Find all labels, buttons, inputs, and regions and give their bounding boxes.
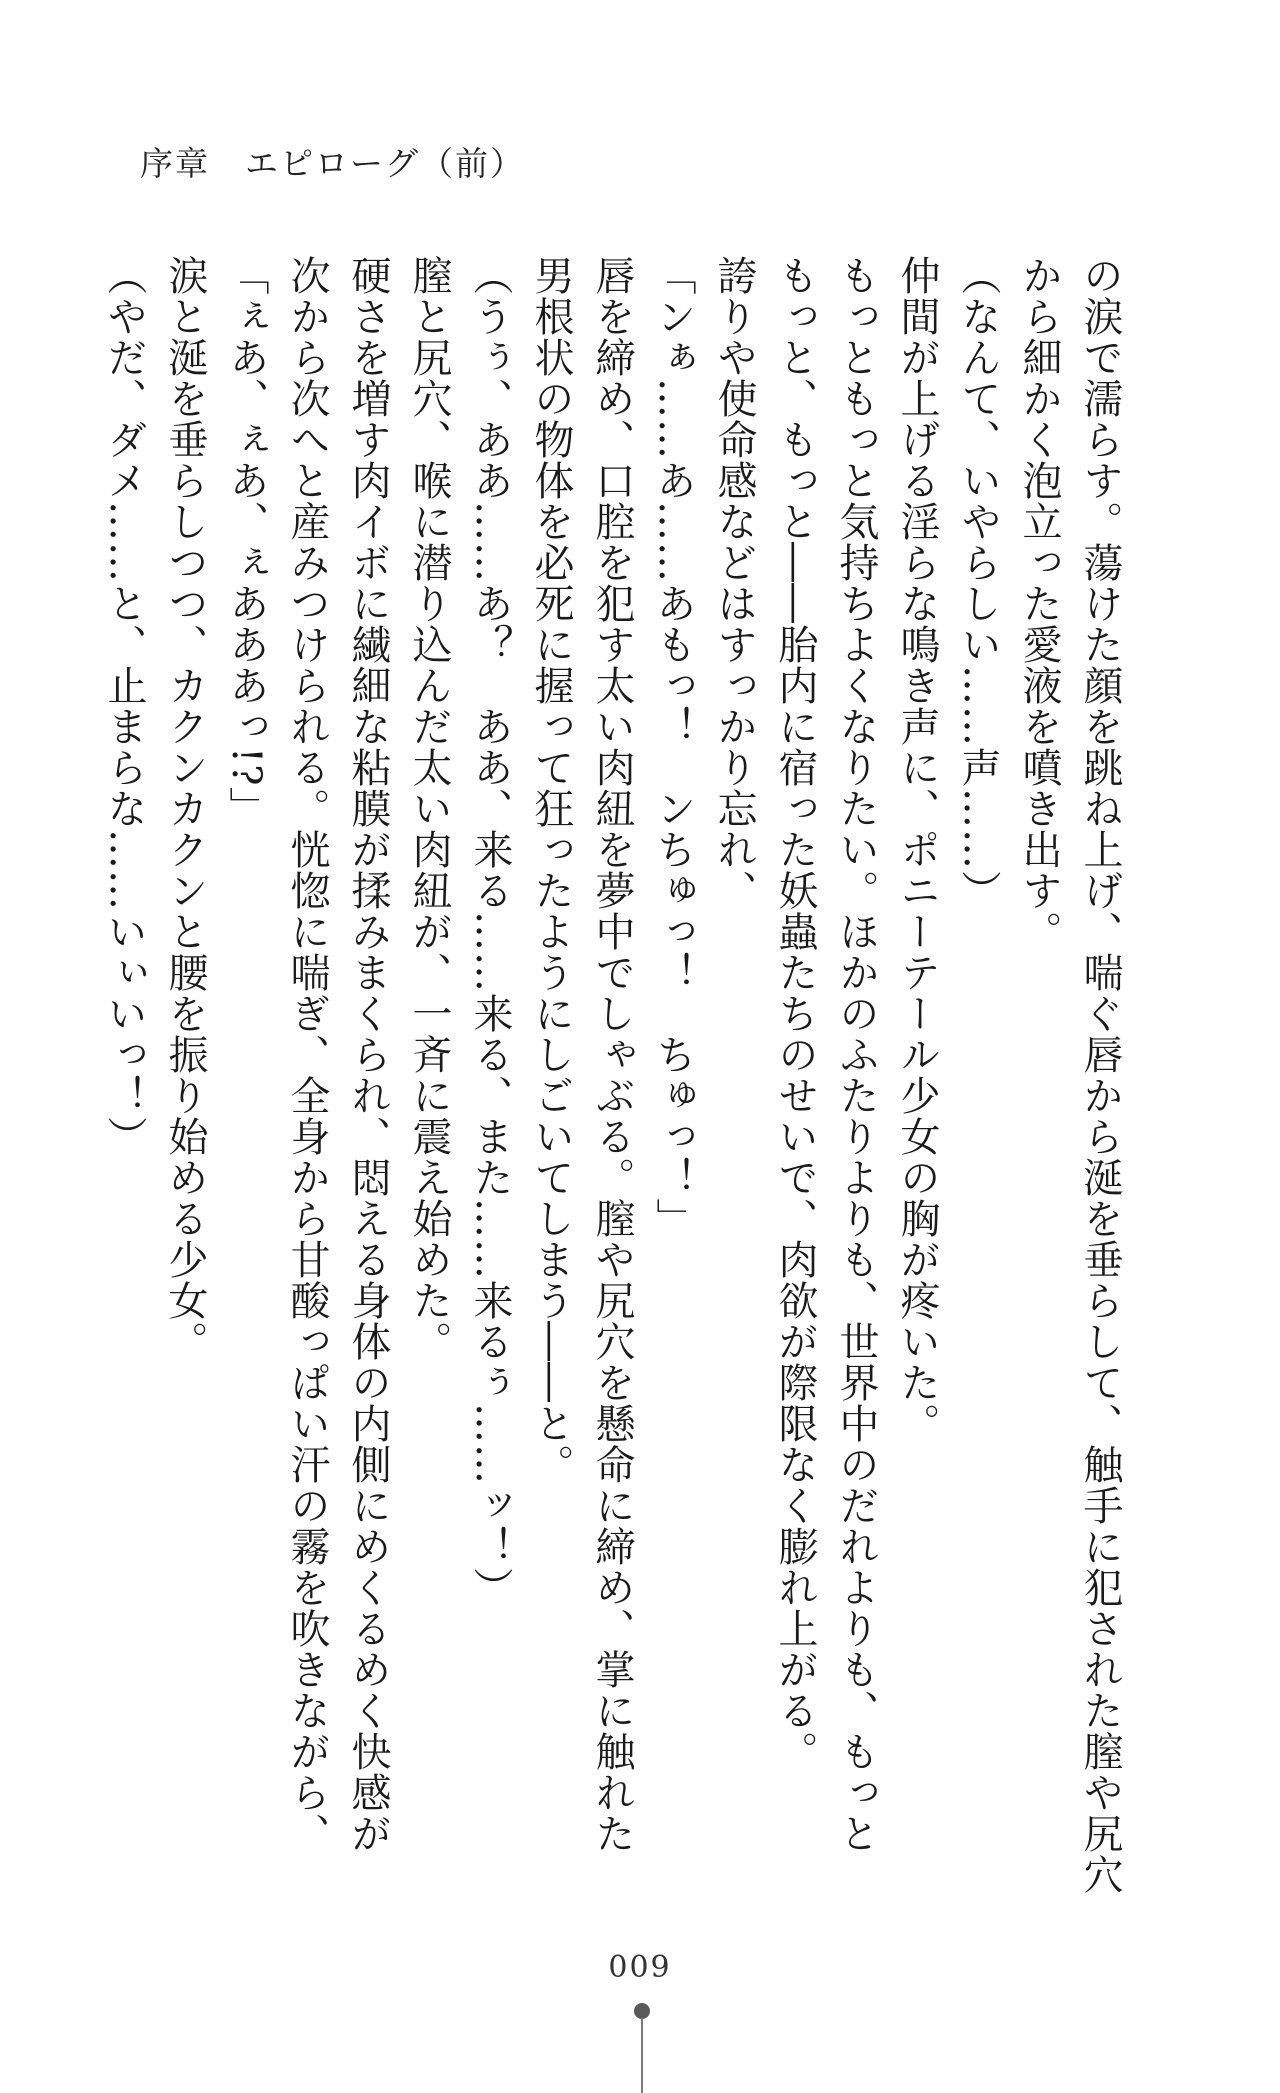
text-line: もっともっと気持ちよくなりたい。ほかのふたりよりも、世界中のだれよりも、もっと bbox=[833, 255, 879, 1854]
text-line: 涙と涎を垂らしつつ、カクンカクンと腰を振り始める少女。 bbox=[162, 255, 208, 1362]
page-number: 009 bbox=[608, 1950, 672, 1985]
text-line: から細かく泡立った愛液を噴き出す。 bbox=[1016, 255, 1062, 952]
text-line: 次から次へと産みつけられる。恍惚に喘ぎ、全身から甘酸っぱい汗の霧を吹きながら、 bbox=[284, 255, 330, 1854]
text-line: 仲間が上げる淫らな鳴き声に、ポニーテール少女の胸が疼いた。 bbox=[894, 255, 940, 1444]
text-line: 唇を締め、口腔を犯す太い肉紐を夢中でしゃぶる。膣や尻穴を懸命に締め、掌に触れた bbox=[589, 255, 635, 1854]
text-line: （うぅ、ああ……あ？ ああ、来る……来る、また……来るぅ……ッ！） bbox=[467, 255, 513, 1608]
text-line: 「ンぁ……あ……あもっ！ ンちゅっ！ ちゅっ！」 bbox=[650, 255, 696, 1239]
text-line: （やだ、ダメ……と、止まらな……いぃいっ！） bbox=[101, 255, 147, 1157]
folio-rule-ornament bbox=[641, 2018, 643, 2093]
text-line: 膣と尻穴、喉に潜り込んだ太い肉紐が、一斉に震え始めた。 bbox=[406, 255, 452, 1362]
text-line: （なんて、いやらしい……声……） bbox=[955, 255, 1001, 911]
folio-dot-ornament bbox=[634, 2003, 650, 2019]
text-line: 誇りや使命感などはすっかり忘れ、 bbox=[711, 255, 757, 911]
text-line: 「ぇあ、ぇあ、ぇあああっ!?」 bbox=[223, 255, 269, 828]
running-head: 序章 エピローグ（前） bbox=[140, 144, 525, 183]
vertical-text-body bbox=[93, 255, 1130, 1895]
text-line: 硬さを増す肉イボに繊細な粘膜が揉みまくられ、悶える身体の内側にめくるめく快感が bbox=[345, 255, 391, 1854]
text-line: もっと、もっと――胎内に宿った妖蟲たちのせいで、肉欲が際限なく膨れ上がる。 bbox=[772, 255, 818, 1772]
text-line: の涙で濡らす。蕩けた顔を跳ね上げ、喘ぐ唇から涎を垂らして、触手に犯された膣や尻穴 bbox=[1077, 255, 1123, 1895]
text-line: 男根状の物体を必死に握って狂ったようにしごいてしまう――と。 bbox=[528, 255, 574, 1485]
